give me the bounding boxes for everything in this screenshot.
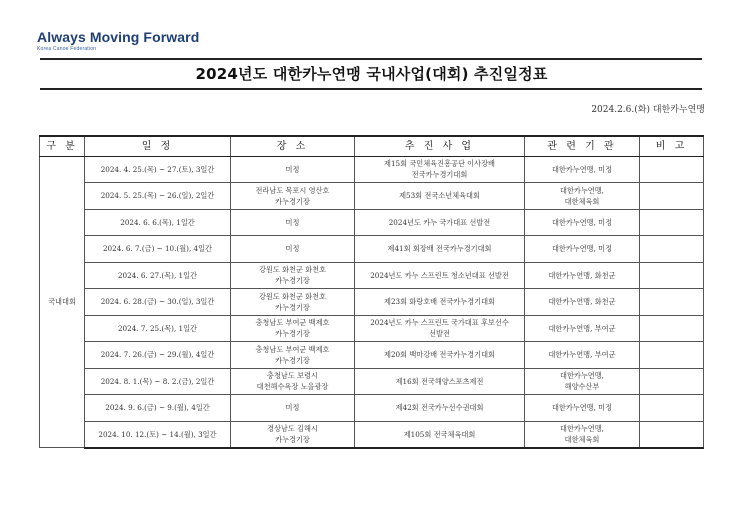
venue-cell	[231, 209, 355, 236]
venue-cell-line: 카누경기장	[275, 329, 310, 339]
schedule-date	[85, 315, 231, 342]
organizations-cell-line: 대한카누연맹, 미정	[551, 244, 613, 254]
schedule-date-line: 2024. 6. 27.(목), 1일간	[117, 270, 197, 280]
project-cell-line: 선발전	[429, 329, 450, 339]
project-cell	[355, 262, 525, 289]
remarks-cell	[640, 209, 704, 236]
remarks-cell	[640, 368, 704, 395]
schedule-date-line: 2024. 6. 28.(금) ~ 30.(일), 3일간	[100, 297, 215, 307]
remarks-cell	[640, 421, 704, 448]
organizations-cell	[525, 156, 640, 183]
header-project: 추 진 사 업	[355, 136, 525, 156]
project-cell	[355, 342, 525, 369]
schedule-date-line: 2024. 10. 12.(토) ~ 14.(월), 3일간	[98, 429, 217, 439]
schedule-date	[85, 368, 231, 395]
organizations-cell	[525, 368, 640, 395]
project-cell	[355, 156, 525, 183]
table-row	[40, 183, 704, 210]
venue-cell-line: 카누경기장	[275, 276, 310, 286]
project-cell-line: 제23회 화랑호배 전국카누경기대회	[384, 297, 495, 307]
schedule-date	[85, 236, 231, 263]
remarks-cell	[640, 183, 704, 210]
table-header-row	[40, 136, 704, 156]
project-cell	[355, 289, 525, 316]
header-venue: 장 소	[231, 136, 355, 156]
organizations-cell	[525, 395, 640, 422]
organizations-cell-line: 대한카누연맹, 미정	[551, 217, 613, 227]
organizations-cell-line: 대한카누연맹, 화천군	[548, 270, 616, 280]
organizations-cell-line: 대한카누연맹, 부여군	[548, 323, 616, 333]
project-cell-line: 2024년도 카누 스프린트 청소년대표 선발전	[370, 270, 509, 280]
project-cell	[355, 209, 525, 236]
category-cell: 국내대회	[40, 156, 85, 448]
schedule-date	[85, 156, 231, 183]
header-remarks: 비 고	[640, 136, 704, 156]
venue-cell-line: 카누경기장	[275, 435, 310, 444]
venue-cell	[231, 156, 355, 183]
issue-date: 2024.2.6.(화) 대한카누연맹	[591, 105, 705, 115]
table-row	[40, 236, 704, 263]
federation-logo	[37, 29, 199, 52]
venue-cell-line: 경상남도 김해시	[267, 424, 318, 433]
header-date: 일 정	[85, 136, 231, 156]
venue-cell-line: 카누경기장	[275, 302, 310, 312]
venue-cell	[231, 368, 355, 395]
schedule-date-line: 2024. 7. 25.(목), 1일간	[117, 323, 197, 333]
remarks-cell	[640, 342, 704, 369]
venue-cell	[231, 236, 355, 263]
schedule-date	[85, 395, 231, 422]
venue-cell-line: 강원도 화천군 화천호	[258, 265, 327, 275]
venue-cell-line: 충청남도 보령시	[267, 371, 318, 381]
venue-cell-line: 미정	[285, 403, 300, 413]
table-row	[40, 421, 704, 448]
table-row	[40, 289, 704, 316]
project-cell	[355, 368, 525, 395]
table-row	[40, 395, 704, 422]
schedule-body	[40, 156, 704, 448]
project-cell-line: 제41회 회장배 전국카누경기대회	[387, 244, 492, 254]
venue-cell-line: 카누경기장	[275, 355, 310, 365]
table-row	[40, 315, 704, 342]
schedule-date	[85, 262, 231, 289]
venue-cell-line: 카누경기장	[275, 196, 310, 206]
schedule-date-line: 2024. 7. 26.(금) ~ 29.(월), 4일간	[100, 350, 215, 360]
table-row	[40, 342, 704, 369]
schedule-date-line: 2024. 5. 25.(목) ~ 26.(일), 2일간	[100, 191, 215, 201]
schedule-date	[85, 421, 231, 448]
venue-cell	[231, 315, 355, 342]
schedule-date-line: 2024. 6. 7.(금) ~ 10.(월), 4일간	[102, 244, 212, 254]
table-row	[40, 156, 704, 183]
project-cell-line: 2024년도 카누 스프린트 국가대표 후보선수	[370, 318, 509, 328]
venue-cell	[231, 342, 355, 369]
header-category: 구 분	[40, 136, 85, 156]
remarks-cell	[640, 315, 704, 342]
organizations-cell	[525, 262, 640, 289]
title-rule-top	[40, 58, 702, 60]
logo-federation-name: Korea Canoe Federation	[37, 46, 97, 52]
organizations-cell-line: 대한카누연맹, 미정	[551, 164, 613, 174]
project-cell-line: 제20회 백마강배 전국카누경기대회	[384, 350, 495, 360]
project-cell-line: 제53회 전국소년체육대회	[399, 191, 480, 201]
venue-cell	[231, 395, 355, 422]
header-organizations: 관 련 기 관	[525, 136, 640, 156]
project-cell-line: 제15회 국민체육진흥공단 이사장배	[384, 159, 495, 169]
organizations-cell	[525, 421, 640, 448]
remarks-cell	[640, 262, 704, 289]
project-cell	[355, 236, 525, 263]
schedule-date	[85, 183, 231, 210]
remarks-cell	[640, 395, 704, 422]
project-cell-line: 2024년도 카누 국가대표 선발전	[388, 217, 491, 227]
organizations-cell	[525, 236, 640, 263]
organizations-cell-line: 대한카누연맹,	[560, 185, 604, 195]
project-cell-line: 제16회 전국해양스포츠제전	[395, 376, 484, 386]
table-row	[40, 368, 704, 395]
venue-cell	[231, 421, 355, 448]
venue-cell	[231, 183, 355, 210]
schedule-date-line: 2024. 9. 6.(금) ~ 9.(월), 4일간	[105, 403, 210, 413]
venue-cell-line: 미정	[285, 164, 300, 174]
organizations-cell-line: 대한카누연맹, 미정	[551, 403, 613, 413]
table-row	[40, 262, 704, 289]
venue-cell-line: 충청남도 부여군 백제호	[255, 318, 330, 328]
schedule-date	[85, 289, 231, 316]
project-cell	[355, 421, 525, 448]
logo-slogan: Always Moving Forward	[37, 29, 200, 45]
organizations-cell	[525, 289, 640, 316]
schedule-date-line: 2024. 8. 1.(목) ~ 8. 2.(금), 2일간	[100, 376, 215, 386]
schedule-date-line: 2024. 4. 25.(목) ~ 27.(토), 3일간	[100, 164, 215, 174]
remarks-cell	[640, 156, 704, 183]
schedule-table	[39, 135, 704, 449]
organizations-cell	[525, 209, 640, 236]
organizations-cell	[525, 342, 640, 369]
document-title: 2024년도 대한카누연맹 국내사업(대회) 추진일정표	[195, 65, 548, 83]
remarks-cell	[640, 289, 704, 316]
organizations-cell	[525, 315, 640, 342]
project-cell	[355, 315, 525, 342]
remarks-cell	[640, 236, 704, 263]
venue-cell-line: 강원도 화천군 화천호	[258, 291, 327, 301]
project-cell	[355, 183, 525, 210]
organizations-cell-line: 대한체육회	[564, 196, 600, 206]
organizations-cell-line: 대한카누연맹,	[560, 424, 604, 433]
table-row	[40, 209, 704, 236]
project-cell-line: 제42회 전국카누선수권대회	[395, 403, 484, 413]
project-cell-line: 제105회 전국체육대회	[403, 429, 476, 439]
organizations-cell-line: 대한체육회	[564, 435, 600, 444]
title-rule-bottom	[40, 88, 702, 90]
venue-cell-line: 전라남도 목포시 영산호	[255, 185, 330, 195]
project-cell	[355, 395, 525, 422]
venue-cell-line: 미정	[285, 217, 300, 227]
schedule-date	[85, 342, 231, 369]
schedule-date-line: 2024. 6. 6.(목), 1일간	[120, 217, 195, 227]
organizations-cell-line: 대한카누연맹, 화천군	[548, 297, 616, 307]
schedule-date	[85, 209, 231, 236]
venue-cell	[231, 289, 355, 316]
organizations-cell-line: 해양수산부	[564, 382, 600, 392]
project-cell-line: 전국카누경기대회	[411, 170, 468, 180]
organizations-cell-line: 대한카누연맹, 부여군	[548, 350, 616, 360]
venue-cell	[231, 262, 355, 289]
organizations-cell-line: 대한카누연맹,	[560, 371, 604, 381]
venue-cell-line: 대천해수욕장 노을광장	[256, 382, 329, 392]
venue-cell-line: 미정	[285, 244, 300, 254]
organizations-cell	[525, 183, 640, 210]
venue-cell-line: 충청남도 부여군 백제호	[255, 344, 330, 354]
